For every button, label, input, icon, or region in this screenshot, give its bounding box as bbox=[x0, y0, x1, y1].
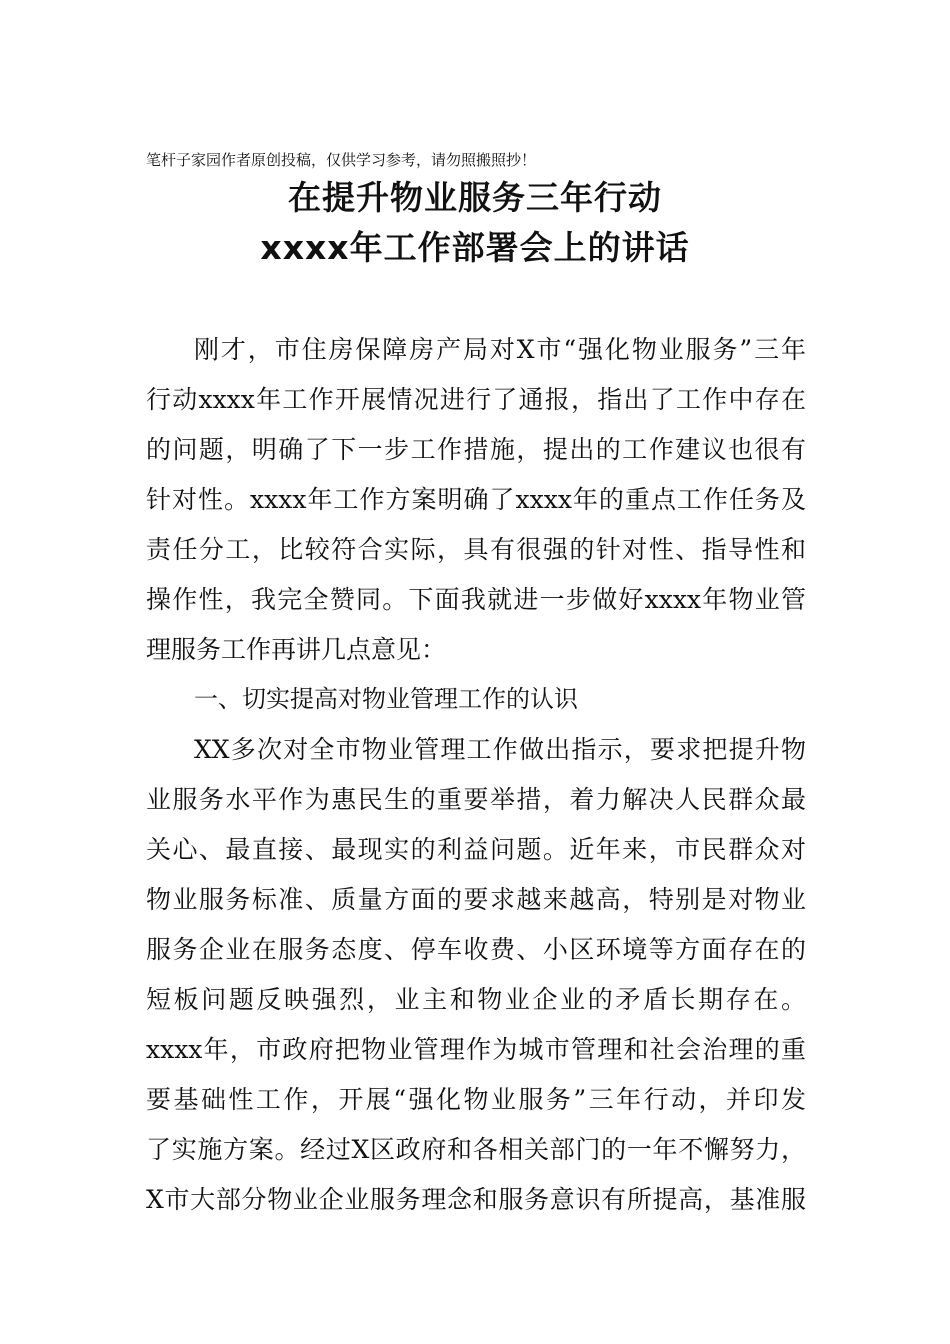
paragraph-line: 物业服务标准、质量方面的要求越来越高，特别是对物业 bbox=[146, 885, 806, 914]
paragraph-line: 了实施方案。经过X区政府和各相关部门的一年不懈努力， bbox=[146, 1135, 806, 1164]
document-title-line-2: xxxx年工作部署会上的讲话 bbox=[260, 228, 690, 267]
paragraph-line: xxxx年，市政府把物业管理作为城市管理和社会治理的重 bbox=[146, 1035, 806, 1064]
paragraph-line: 理服务工作再讲几点意见： bbox=[146, 635, 447, 664]
copyright-notice: 笔杆子家园作者原创投稿，仅供学习参考，请勿照搬照抄！ bbox=[146, 151, 537, 169]
section-heading: 一、切实提高对物业管理工作的认识 bbox=[194, 685, 578, 713]
paragraph-line: 操作性，我完全赞同。下面我就进一步做好xxxx年物业管 bbox=[146, 585, 806, 614]
paragraph-line: 关心、最直接、最现实的利益问题。近年来，市民群众对 bbox=[146, 835, 806, 864]
paragraph-line: 业服务水平作为惠民生的重要举措，着力解决人民群众最 bbox=[146, 785, 806, 814]
paragraph-line: X市大部分物业企业服务理念和服务意识有所提高，基准服 bbox=[146, 1185, 806, 1214]
paragraph-line: XX多次对全市物业管理工作做出指示，要求把提升物 bbox=[194, 735, 806, 764]
paragraph-line: 行动xxxx年工作开展情况进行了通报，指出了工作中存在 bbox=[146, 385, 806, 414]
document-title-line-1: 在提升物业服务三年行动 bbox=[288, 178, 662, 217]
paragraph-line: 刚才，市住房保障房产局对X市“强化物业服务”三年 bbox=[194, 335, 806, 364]
paragraph-line: 责任分工，比较符合实际，具有很强的针对性、指导性和 bbox=[146, 535, 806, 564]
paragraph-line: 短板问题反映强烈，业主和物业企业的矛盾长期存在。 bbox=[146, 985, 806, 1014]
paragraph-line: 的问题，明确了下一步工作措施，提出的工作建议也很有 bbox=[146, 435, 806, 464]
paragraph-line: 服务企业在服务态度、停车收费、小区环境等方面存在的 bbox=[146, 935, 806, 964]
paragraph-line: 针对性。xxxx年工作方案明确了xxxx年的重点工作任务及 bbox=[146, 485, 806, 514]
paragraph-line: 要基础性工作，开展“强化物业服务”三年行动，并印发 bbox=[146, 1085, 806, 1114]
